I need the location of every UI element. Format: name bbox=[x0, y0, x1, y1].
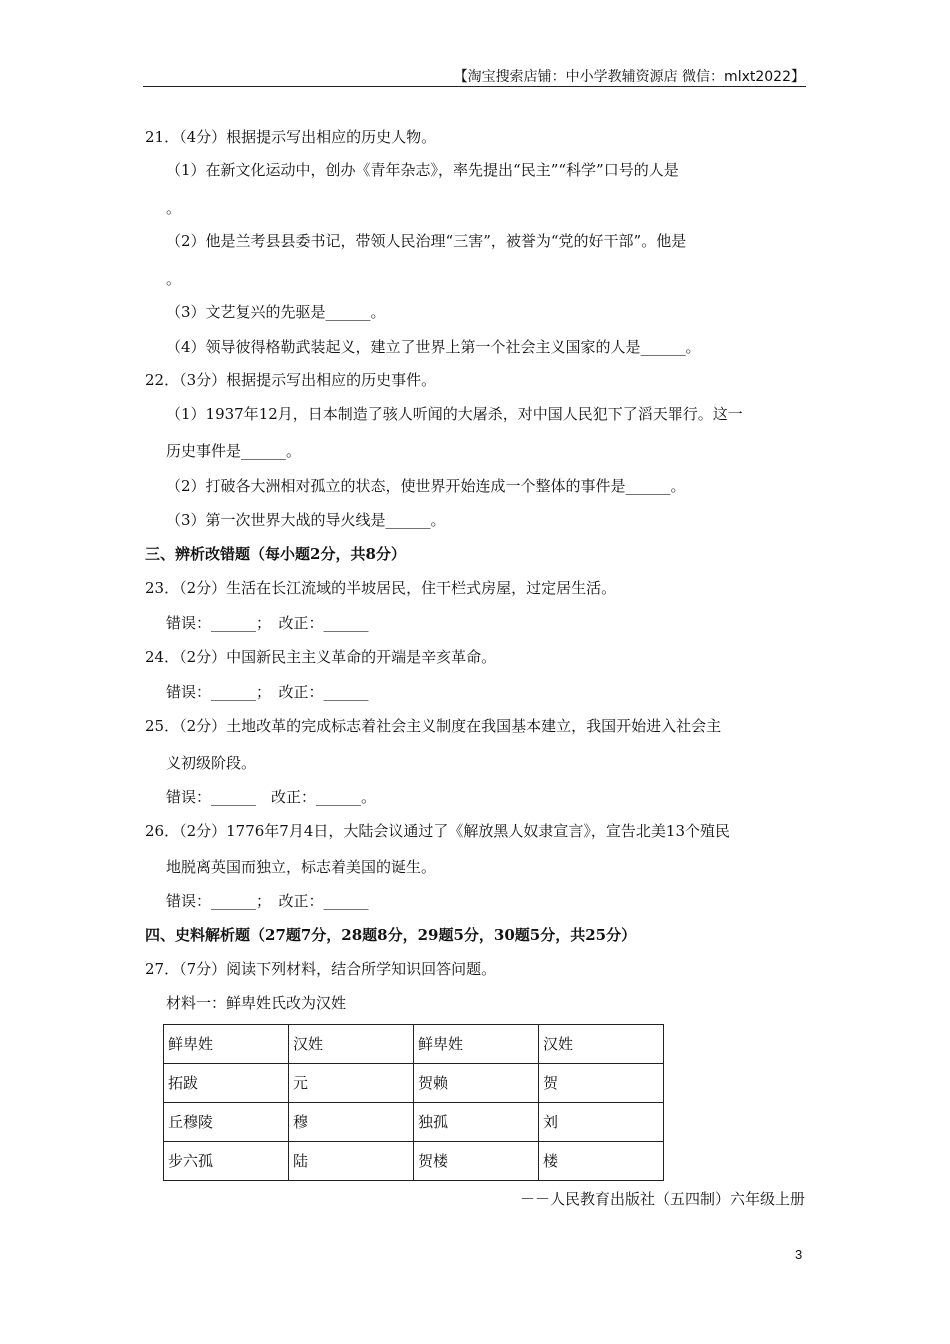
q26-cont: 地脱离英国而独立，标志着美国的诞生。 bbox=[166, 858, 437, 876]
q25-answer: 错误：______ 改正：______。 bbox=[166, 788, 377, 806]
table-cell: 鲜卑姓 bbox=[164, 1025, 289, 1064]
q21-3: （3）文艺复兴的先驱是______。 bbox=[166, 303, 386, 321]
page-header: 【淘宝搜索店铺：中小学教辅资源店 微信：mlxt2022】 bbox=[453, 69, 805, 85]
table-cell: 汉姓 bbox=[539, 1025, 664, 1064]
q21-2: （2）他是兰考县县委书记，带领人民治理“三害”，被誉为“党的好干部”。他是 bbox=[166, 232, 687, 250]
page-number: 3 bbox=[795, 1247, 803, 1262]
q23-answer: 错误：______； 改正：______ bbox=[166, 614, 369, 632]
surname-table bbox=[163, 1024, 664, 1181]
table-source: －－人民教育出版社（五四制）六年级上册 bbox=[519, 1190, 805, 1208]
q22-title: 22．（3分）根据提示写出相应的历史事件。 bbox=[145, 371, 437, 389]
table-row bbox=[164, 1103, 664, 1142]
q21-1-end: 。 bbox=[166, 199, 182, 217]
q22-3: （3）第一次世界大战的导火线是______。 bbox=[166, 511, 446, 529]
q22-1: （1）1937年12月，日本制造了骇人听闻的大屠杀，对中国人民犯下了滔天罪行。这一 bbox=[166, 405, 743, 423]
table-cell: 陆 bbox=[289, 1142, 414, 1181]
section-4-title: 四、史料解析题（27题7分，28题8分，29题5分，30题5分，共25分） bbox=[145, 926, 637, 944]
table-row bbox=[164, 1142, 664, 1181]
table-cell: 独孤 bbox=[414, 1103, 539, 1142]
table-cell: 刘 bbox=[539, 1103, 664, 1142]
q27-title: 27．（7分）阅读下列材料，结合所学知识回答问题。 bbox=[145, 960, 497, 978]
q25: 25．（2分）土地改革的完成标志着社会主义制度在我国基本建立，我国开始进入社会主 bbox=[145, 717, 722, 735]
table-row bbox=[164, 1025, 664, 1064]
q21-4: （4）领导彼得格勒武装起义，建立了世界上第一个社会主义国家的人是______。 bbox=[166, 338, 701, 356]
q24-answer: 错误：______； 改正：______ bbox=[166, 683, 369, 701]
q26: 26．（2分）1776年7月4日，大陆会议通过了《解放黑人奴隶宣言》，宣告北美13个殖民 bbox=[145, 822, 730, 840]
table-cell: 楼 bbox=[539, 1142, 664, 1181]
table-cell: 丘穆陵 bbox=[164, 1103, 289, 1142]
header-rule bbox=[143, 86, 806, 87]
table-cell: 贺赖 bbox=[414, 1064, 539, 1103]
q21-2-end: 。 bbox=[166, 270, 182, 288]
q24: 24．（2分）中国新民主主义革命的开端是辛亥革命。 bbox=[145, 648, 497, 666]
section-3-title: 三、辨析改错题（每小题2分，共8分） bbox=[145, 545, 406, 563]
table-cell: 步六孤 bbox=[164, 1142, 289, 1181]
table-cell: 贺 bbox=[539, 1064, 664, 1103]
table-cell: 鲜卑姓 bbox=[414, 1025, 539, 1064]
table-cell: 元 bbox=[289, 1064, 414, 1103]
q26-answer: 错误：______； 改正：______ bbox=[166, 892, 369, 910]
table-row bbox=[164, 1064, 664, 1103]
table-cell: 贺楼 bbox=[414, 1142, 539, 1181]
material-1-label: 材料一：鲜卑姓氏改为汉姓 bbox=[166, 994, 347, 1012]
q21-1: （1）在新文化运动中，创办《青年杂志》，率先提出“民主”“科学”口号的人是 bbox=[166, 161, 679, 179]
q23: 23．（2分）生活在长江流域的半坡居民，住干栏式房屋，过定居生活。 bbox=[145, 579, 617, 597]
q21-title: 21．（4分）根据提示写出相应的历史人物。 bbox=[145, 128, 437, 146]
q25-cont: 义初级阶段。 bbox=[166, 754, 257, 772]
table-cell: 穆 bbox=[289, 1103, 414, 1142]
q22-2: （2）打破各大洲相对孤立的状态，使世界开始连成一个整体的事件是______。 bbox=[166, 477, 686, 495]
table-cell: 拓跋 bbox=[164, 1064, 289, 1103]
q22-1-end: 历史事件是______。 bbox=[166, 442, 302, 460]
table-cell: 汉姓 bbox=[289, 1025, 414, 1064]
